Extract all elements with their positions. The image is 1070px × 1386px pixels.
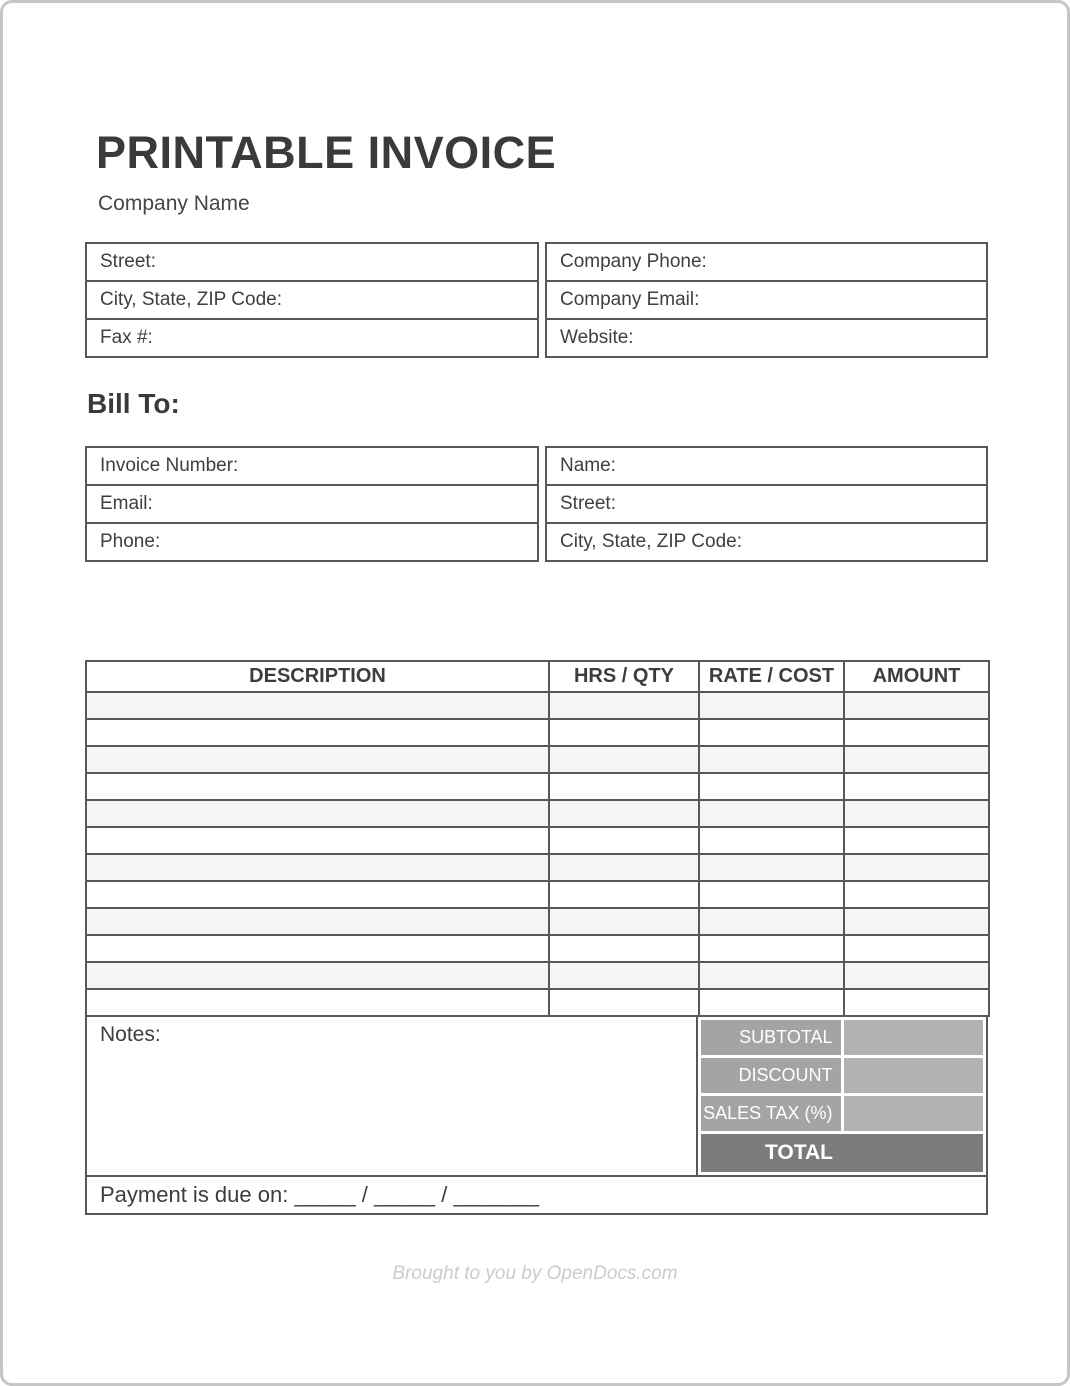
table-row xyxy=(546,447,987,485)
line-item-cell xyxy=(699,827,844,854)
line-item-cell xyxy=(549,719,699,746)
table-row xyxy=(86,281,538,319)
company-email-field: Company Email: xyxy=(546,281,987,319)
line-item-cell xyxy=(844,719,989,746)
bill-to-section xyxy=(85,446,988,562)
rate-cost-column-header: RATE / COST xyxy=(699,661,844,692)
line-item-cell xyxy=(844,692,989,719)
line-item-row xyxy=(86,962,989,989)
line-item-cell xyxy=(844,908,989,935)
email-field: Email: xyxy=(86,485,538,523)
invoice-number-field: Invoice Number: xyxy=(86,447,538,485)
line-item-row xyxy=(86,773,989,800)
line-item-cell xyxy=(699,989,844,1016)
table-row xyxy=(86,523,538,561)
website-field: Website: xyxy=(546,319,987,357)
line-item-cell xyxy=(549,935,699,962)
line-item-cell xyxy=(844,881,989,908)
line-item-row xyxy=(86,935,989,962)
table-row xyxy=(86,319,538,357)
table-row xyxy=(86,447,538,485)
line-item-cell xyxy=(699,719,844,746)
line-item-cell xyxy=(844,773,989,800)
line-item-cell xyxy=(86,746,549,773)
line-item-cell xyxy=(549,908,699,935)
payment-due-row xyxy=(85,1177,988,1215)
city-state-zip-field: City, State, ZIP Code: xyxy=(546,523,987,561)
line-item-row xyxy=(86,827,989,854)
amount-column-header: AMOUNT xyxy=(844,661,989,692)
table-row xyxy=(86,485,538,523)
line-item-cell xyxy=(549,881,699,908)
line-item-cell xyxy=(549,962,699,989)
table-row xyxy=(86,243,538,281)
payment-due-text: Payment is due on: _____ / _____ / _______ xyxy=(100,1182,540,1208)
line-item-cell xyxy=(549,692,699,719)
line-item-cell xyxy=(844,746,989,773)
subtotal-value-cell xyxy=(844,1020,984,1055)
line-item-cell xyxy=(86,989,549,1016)
company-name: Company Name xyxy=(98,192,250,216)
line-item-row xyxy=(86,719,989,746)
line-item-cell xyxy=(86,827,549,854)
total-row: TOTAL xyxy=(701,1134,983,1172)
table-row xyxy=(546,319,987,357)
line-item-cell xyxy=(699,854,844,881)
line-item-cell xyxy=(549,989,699,1016)
line-item-row xyxy=(86,746,989,773)
line-item-row xyxy=(86,989,989,1016)
hrs-qty-column-header: HRS / QTY xyxy=(549,661,699,692)
line-item-cell xyxy=(86,881,549,908)
company-info-section xyxy=(85,242,988,358)
line-item-cell xyxy=(549,827,699,854)
street-field: Street: xyxy=(86,243,538,281)
line-item-cell xyxy=(86,962,549,989)
line-item-row xyxy=(86,854,989,881)
description-column-header: DESCRIPTION xyxy=(86,661,549,692)
line-item-cell xyxy=(699,746,844,773)
line-item-cell xyxy=(86,854,549,881)
line-item-cell xyxy=(549,854,699,881)
line-item-cell xyxy=(549,746,699,773)
line-item-cell xyxy=(699,962,844,989)
notes-label: Notes: xyxy=(100,1023,161,1047)
line-item-cell xyxy=(699,773,844,800)
line-item-cell xyxy=(549,773,699,800)
line-items-header-row xyxy=(86,661,989,692)
line-item-cell xyxy=(844,989,989,1016)
company-info-left-table xyxy=(85,242,539,358)
table-row xyxy=(546,523,987,561)
line-item-cell xyxy=(86,908,549,935)
table-row xyxy=(546,243,987,281)
line-item-cell xyxy=(844,962,989,989)
notes-and-totals-section xyxy=(85,1017,988,1177)
table-row xyxy=(546,485,987,523)
sales-tax-label: SALES TAX (%) xyxy=(701,1096,841,1131)
line-item-cell xyxy=(699,692,844,719)
line-item-cell xyxy=(699,908,844,935)
line-item-cell xyxy=(844,827,989,854)
bill-to-left-table xyxy=(85,446,539,562)
line-item-cell xyxy=(699,935,844,962)
line-item-cell xyxy=(549,800,699,827)
phone-field: Phone: xyxy=(86,523,538,561)
line-item-cell xyxy=(844,935,989,962)
line-item-cell xyxy=(699,800,844,827)
company-phone-field: Company Phone: xyxy=(546,243,987,281)
page-title: PRINTABLE INVOICE xyxy=(96,127,557,178)
discount-value-cell xyxy=(844,1058,984,1093)
line-item-row xyxy=(86,800,989,827)
sales-tax-value-cell xyxy=(844,1096,984,1131)
street-field: Street: xyxy=(546,485,987,523)
line-item-cell xyxy=(844,800,989,827)
notes-cell xyxy=(87,1017,698,1175)
line-items-table xyxy=(85,660,990,1017)
footer-credit: Brought to you by OpenDocs.com xyxy=(392,1263,678,1285)
line-item-cell xyxy=(86,935,549,962)
line-item-cell xyxy=(86,719,549,746)
company-info-right-table xyxy=(545,242,988,358)
fax-field: Fax #: xyxy=(86,319,538,357)
line-item-row xyxy=(86,881,989,908)
line-item-cell xyxy=(86,773,549,800)
line-item-cell xyxy=(86,692,549,719)
bill-to-heading: Bill To: xyxy=(87,388,180,420)
table-row xyxy=(546,281,987,319)
subtotal-label: SUBTOTAL xyxy=(701,1020,841,1055)
line-item-row xyxy=(86,692,989,719)
discount-label: DISCOUNT xyxy=(701,1058,841,1093)
city-state-zip-field: City, State, ZIP Code: xyxy=(86,281,538,319)
line-item-row xyxy=(86,908,989,935)
name-field: Name: xyxy=(546,447,987,485)
line-item-cell xyxy=(844,854,989,881)
bill-to-right-table xyxy=(545,446,988,562)
line-item-cell xyxy=(699,881,844,908)
line-item-cell xyxy=(86,800,549,827)
totals-grid xyxy=(698,1017,986,1175)
